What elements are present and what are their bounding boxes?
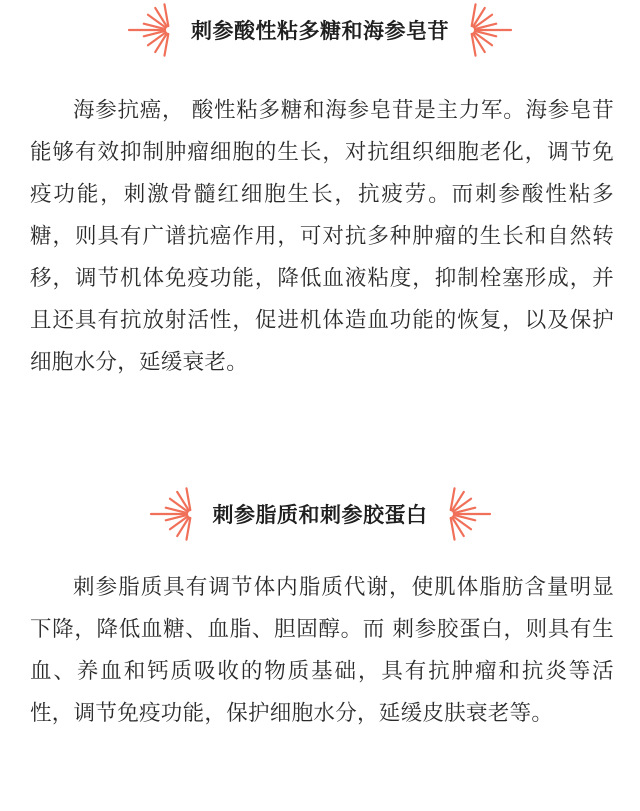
section-body-2: 刺参脂质具有调节体内脂质代谢，使肌体脂肪含量明显下降，降低血糖、血脂、胆固醇。而 刺参胶蛋白，则具有生血、养血和钙质吸收的物质基础，具有抗肿瘤和抗炎等活性，调节免疫功能，保护细胞水分，延缓皮肤衰老等。 — [30, 575, 614, 726]
sunburst-right-icon — [459, 2, 515, 58]
heading-title: 刺参酸性粘多糖和海参皂苷 — [191, 19, 449, 43]
section-heading-2 — [0, 486, 640, 542]
section-body-1: 海参抗癌， 酸性粘多糖和海参皂苷是主力军。海参皂苷能够有效抑制肿瘤细胞的生长，对抗组织细胞老化，调节免疫功能，刺激骨髓红细胞生长，抗疲劳。而刺参酸性粘多糖，则具有广谱抗癌作用，可对抗多种肿瘤的生长和自然转移，调节机体免疫功能，降低血液粘度，抑制栓塞形成，并且还具有抗放射活性，促进机体造血功能的恢复，以及保护细胞水分，延缓衰老。 — [30, 98, 614, 375]
sunburst-left-icon — [125, 2, 181, 58]
sunburst-left-icon — [147, 486, 203, 542]
sunburst-right-icon — [438, 486, 494, 542]
section-heading-1 — [0, 2, 640, 58]
heading-title: 刺参脂质和刺参胶蛋白 — [212, 503, 428, 527]
